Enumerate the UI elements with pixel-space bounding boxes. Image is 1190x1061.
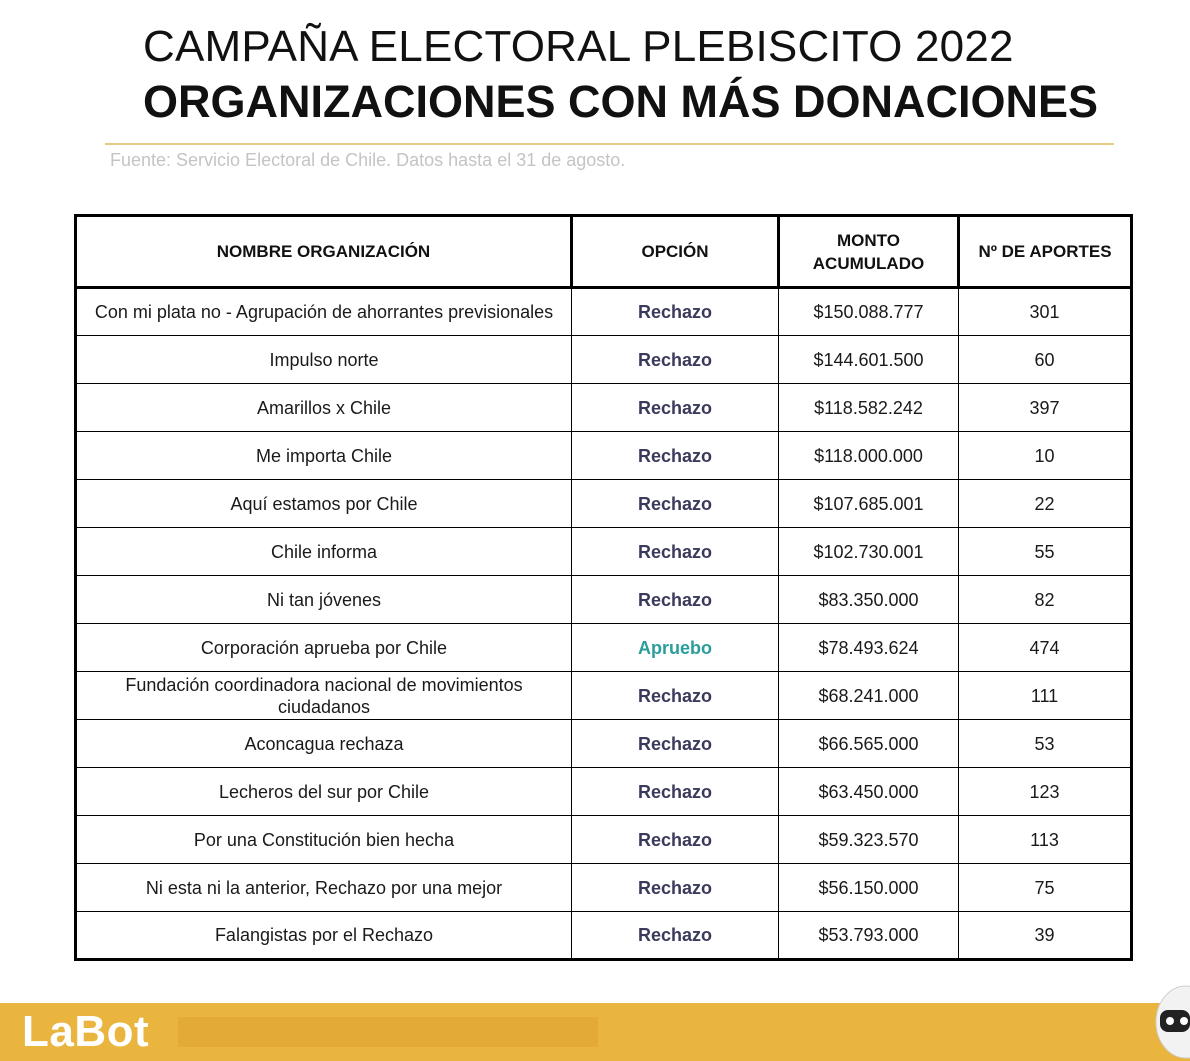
cell-monto: $66.565.000 [779, 720, 959, 768]
cell-nombre: Con mi plata no - Agrupación de ahorrantes previsionales [76, 288, 572, 336]
footer-bar [0, 1003, 1190, 1061]
table-row [76, 480, 1132, 528]
cell-aportes: 39 [959, 912, 1132, 960]
cell-monto: $78.493.624 [779, 624, 959, 672]
column-header-monto [779, 216, 959, 288]
cell-opcion: Rechazo [572, 672, 779, 720]
column-header-opcion: OPCIÓN [572, 216, 779, 288]
cell-aportes: 474 [959, 624, 1132, 672]
cell-nombre: Ni tan jóvenes [76, 576, 572, 624]
cell-monto: $83.350.000 [779, 576, 959, 624]
table-row [76, 720, 1132, 768]
table-row [76, 288, 1132, 336]
cell-monto: $107.685.001 [779, 480, 959, 528]
page-subtitle: ORGANIZACIONES CON MÁS DONACIONES [143, 76, 1099, 127]
table-row [76, 576, 1132, 624]
cell-opcion: Rechazo [572, 528, 779, 576]
cell-aportes: 397 [959, 384, 1132, 432]
cell-nombre: Por una Constitución bien hecha [76, 816, 572, 864]
cell-aportes: 301 [959, 288, 1132, 336]
cell-aportes: 60 [959, 336, 1132, 384]
cell-opcion: Rechazo [572, 720, 779, 768]
cell-aportes: 55 [959, 528, 1132, 576]
cell-nombre: Aconcagua rechaza [76, 720, 572, 768]
table-row [76, 528, 1132, 576]
cell-nombre: Ni esta ni la anterior, Rechazo por una mejor [76, 864, 572, 912]
cell-opcion: Rechazo [572, 864, 779, 912]
cell-nombre: Fundación coordinadora nacional de movimientos ciudadanos [76, 672, 572, 720]
cell-opcion: Rechazo [572, 480, 779, 528]
table-row [76, 336, 1132, 384]
cell-opcion: Rechazo [572, 432, 779, 480]
cell-nombre: Corporación aprueba por Chile [76, 624, 572, 672]
table-row [76, 672, 1132, 720]
cell-monto: $144.601.500 [779, 336, 959, 384]
table-header [76, 216, 1132, 288]
title-divider [105, 143, 1114, 145]
table-row [76, 912, 1132, 960]
cell-monto: $56.150.000 [779, 864, 959, 912]
cell-opcion: Apruebo [572, 624, 779, 672]
column-header-nombre: NOMBRE ORGANIZACIÓN [76, 216, 572, 288]
cell-aportes: 53 [959, 720, 1132, 768]
source-note: Fuente: Servicio Electoral de Chile. Datos hasta el 31 de agosto. [110, 150, 626, 170]
footer-strip [178, 1017, 598, 1047]
table-body [76, 288, 1132, 960]
cell-monto: $118.582.242 [779, 384, 959, 432]
table-row [76, 384, 1132, 432]
cell-opcion: Rechazo [572, 576, 779, 624]
cell-aportes: 111 [959, 672, 1132, 720]
cell-monto: $63.450.000 [779, 768, 959, 816]
cell-opcion: Rechazo [572, 816, 779, 864]
cell-aportes: 113 [959, 816, 1132, 864]
cell-aportes: 123 [959, 768, 1132, 816]
table-row [76, 432, 1132, 480]
cell-opcion: Rechazo [572, 768, 779, 816]
cell-opcion: Rechazo [572, 336, 779, 384]
page-title: CAMPAÑA ELECTORAL PLEBISCITO 2022 [143, 22, 1014, 71]
cell-aportes: 22 [959, 480, 1132, 528]
cell-nombre: Chile informa [76, 528, 572, 576]
cell-aportes: 75 [959, 864, 1132, 912]
header-row [76, 216, 1132, 288]
cell-nombre: Me importa Chile [76, 432, 572, 480]
cell-opcion: Rechazo [572, 288, 779, 336]
cell-nombre: Impulso norte [76, 336, 572, 384]
cell-nombre: Lecheros del sur por Chile [76, 768, 572, 816]
table-row [76, 624, 1132, 672]
cell-nombre: Amarillos x Chile [76, 384, 572, 432]
cell-monto: $150.088.777 [779, 288, 959, 336]
cell-monto: $53.793.000 [779, 912, 959, 960]
cell-opcion: Rechazo [572, 912, 779, 960]
table-row [76, 816, 1132, 864]
cell-monto: $102.730.001 [779, 528, 959, 576]
cell-monto: $68.241.000 [779, 672, 959, 720]
cell-nombre: Falangistas por el Rechazo [76, 912, 572, 960]
table-row [76, 768, 1132, 816]
labot-logo: LaBot [22, 1007, 150, 1056]
cell-aportes: 82 [959, 576, 1132, 624]
cell-monto: $59.323.570 [779, 816, 959, 864]
cell-aportes: 10 [959, 432, 1132, 480]
cell-monto: $118.000.000 [779, 432, 959, 480]
cell-nombre: Aquí estamos por Chile [76, 480, 572, 528]
column-header-aportes: Nº DE APORTES [959, 216, 1132, 288]
donations-table [74, 214, 1133, 961]
column-header-monto-label: MONTO ACUMULADO [812, 230, 925, 273]
robot-icon [1150, 980, 1190, 1061]
donations-table-container [74, 214, 1133, 961]
cell-opcion: Rechazo [572, 384, 779, 432]
table-row [76, 864, 1132, 912]
